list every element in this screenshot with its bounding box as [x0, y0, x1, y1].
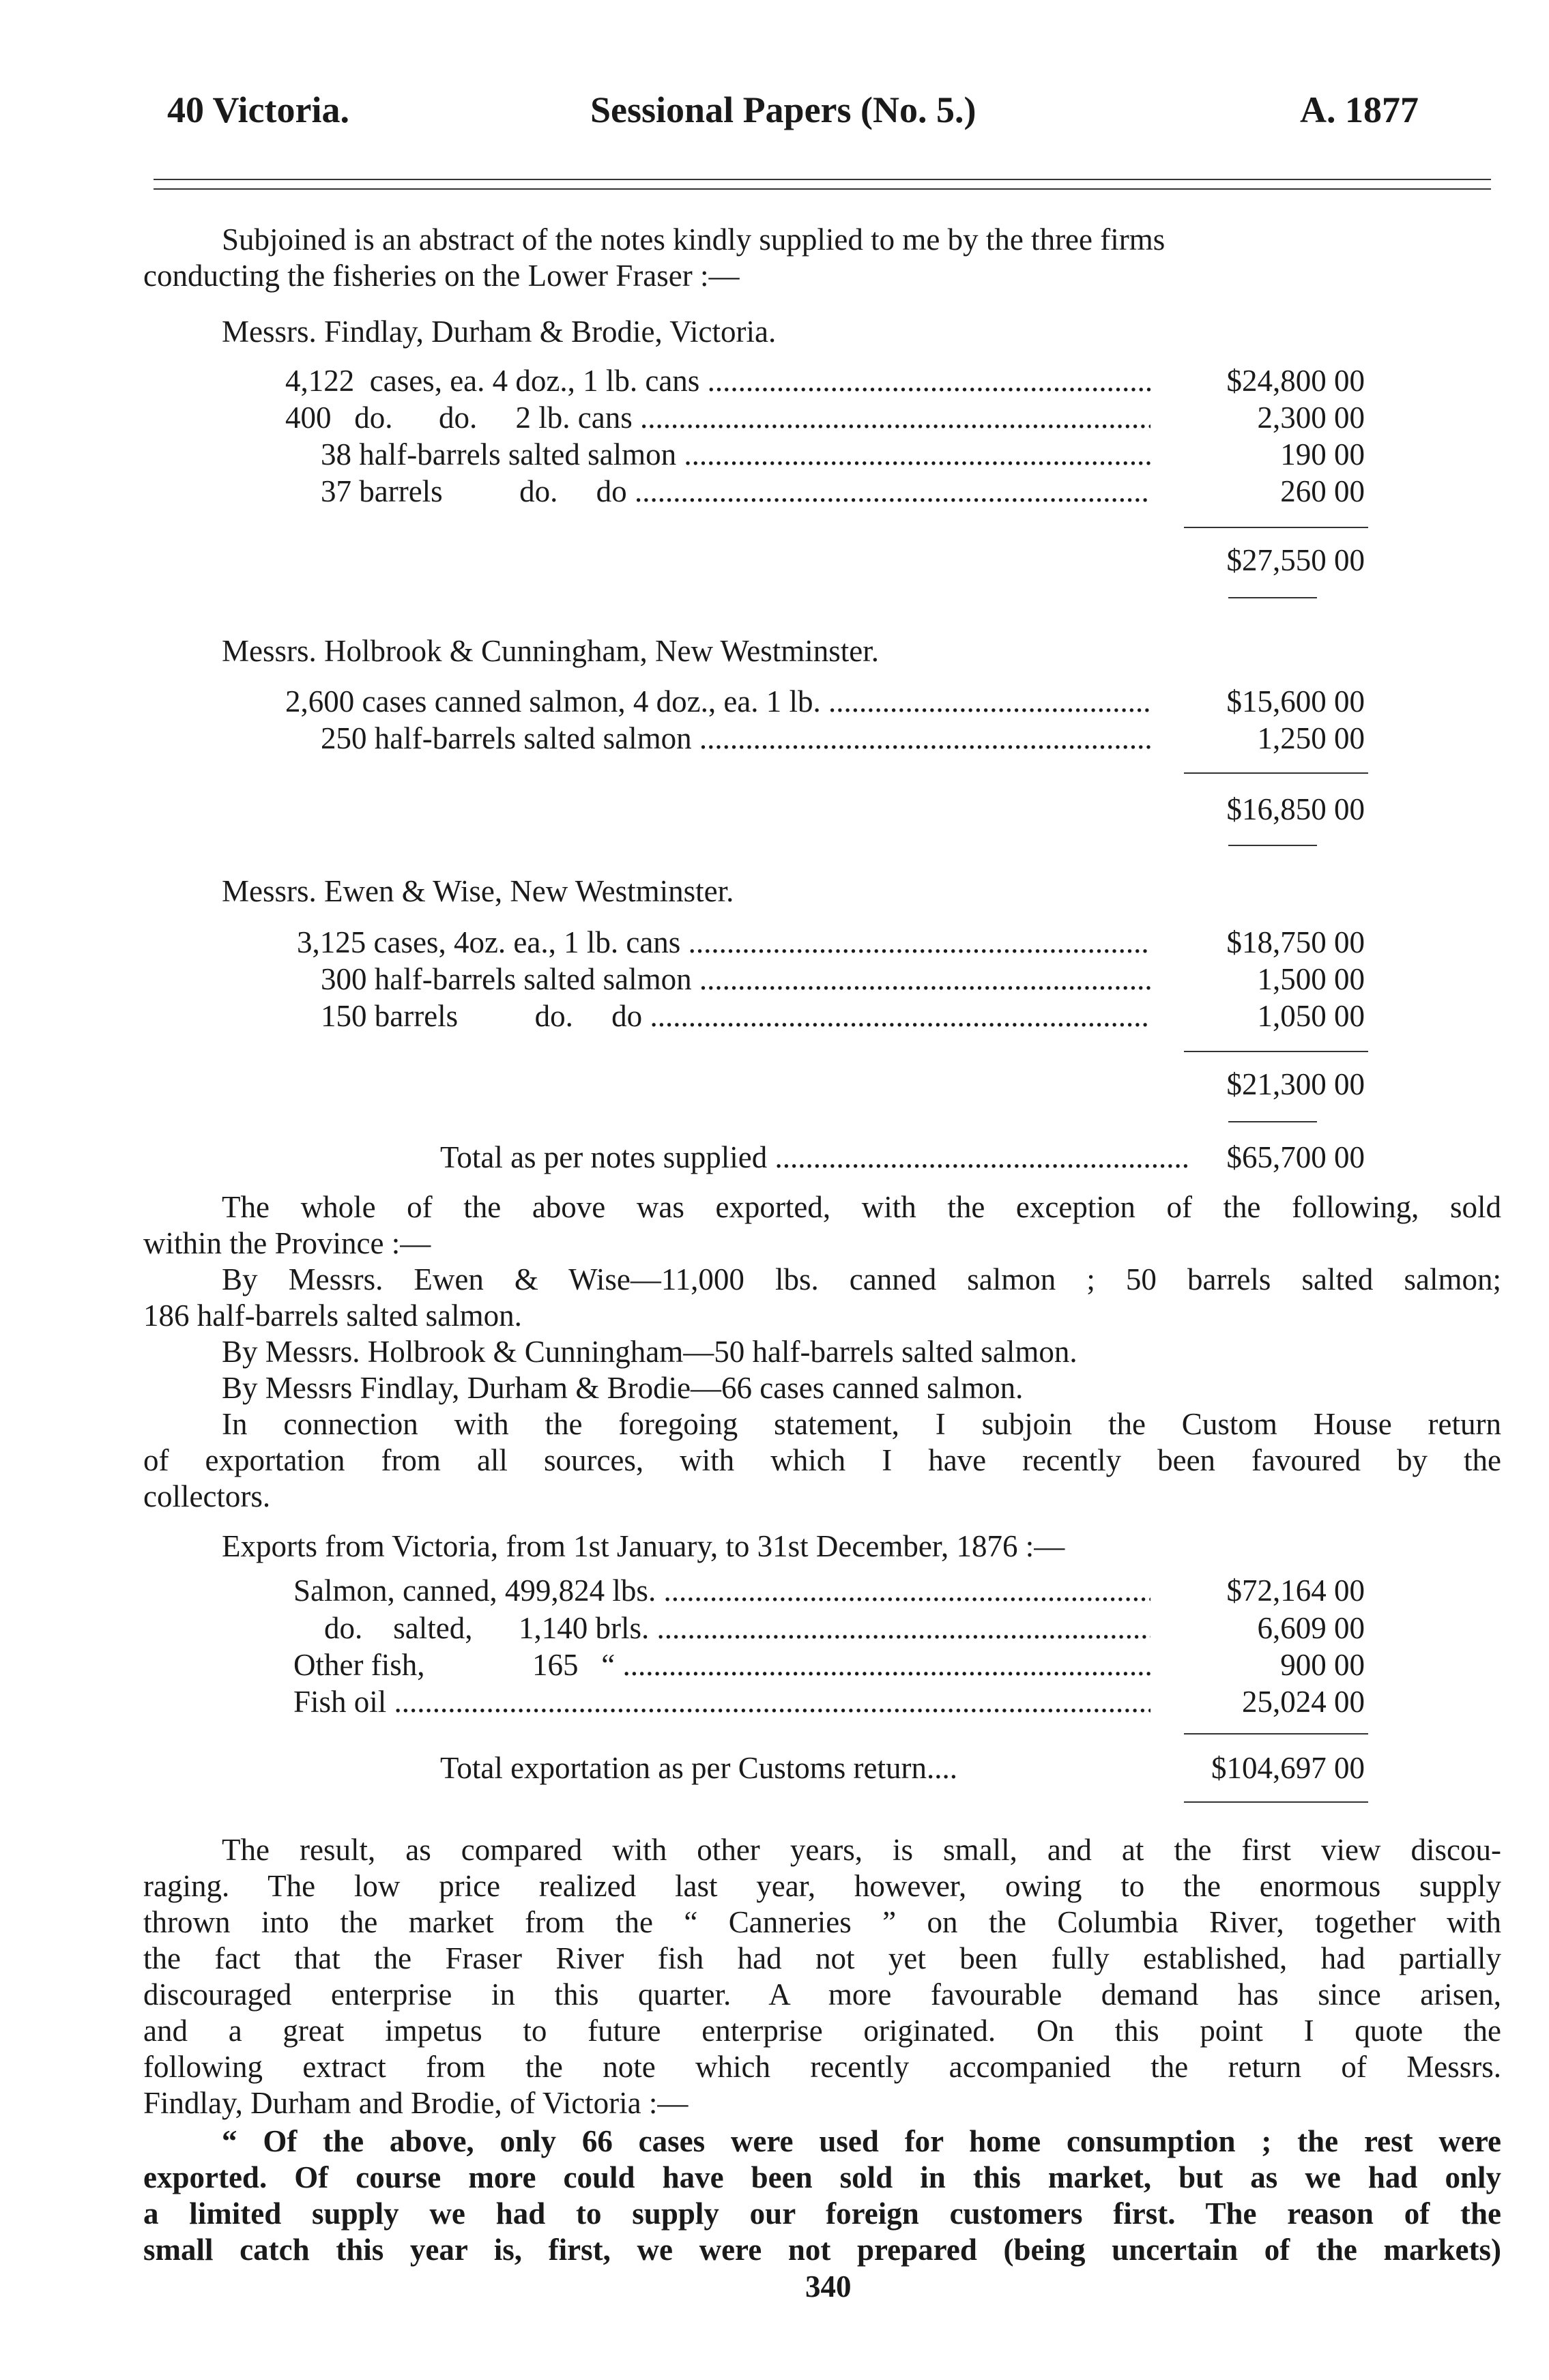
- firm2-close-rule: [1228, 845, 1317, 846]
- result-line-2: raging. The low price realized last year, however, owing to the enormous supply: [143, 1869, 1501, 1903]
- header-rule-bottom: [154, 188, 1491, 190]
- notes-total-label: Total as per notes supplied .....: [440, 1140, 1187, 1175]
- exports-sum-rule: [1184, 1733, 1368, 1735]
- firm3-row-amount: $18,750 00: [1226, 925, 1365, 959]
- exported-line-2: within the Province :—: [143, 1226, 431, 1260]
- exports-row-amount: 25,024 00: [1242, 1685, 1365, 1719]
- firm3-row-amount: 1,500 00: [1257, 962, 1365, 996]
- firm3-name: Messrs. Ewen & Wise, New Westminster.: [222, 874, 734, 908]
- firm1-row-amount: 260 00: [1280, 474, 1365, 508]
- exports-total-label: Total exportation as per Customs return....: [440, 1751, 957, 1785]
- exports-heading: Exports from Victoria, from 1st January, to 31st December, 1876 :—: [222, 1529, 1065, 1563]
- firm1-row-amount: 190 00: [1280, 437, 1365, 471]
- exports-close-rule: [1184, 1801, 1368, 1803]
- firm3-close-rule: [1228, 1121, 1317, 1122]
- firm3-row: 300 half-barrels salted salmon .....: [321, 961, 1150, 997]
- intro-line-2: conducting the fisheries on the Lower Fraser :—: [143, 259, 740, 293]
- firm1-row: 37 barrels do. do .....: [321, 474, 1150, 509]
- exports-row-amount: 900 00: [1280, 1648, 1365, 1682]
- firm2-row: 2,600 cases canned salmon, 4 doz., ea. 1 lb. .....: [285, 684, 1150, 719]
- firm1-row: 4,122 cases, ea. 4 doz., 1 lb. cans .....: [285, 363, 1150, 398]
- result-line-3: thrown into the market from the “ Canneries ” on the Columbia River, together with: [143, 1905, 1501, 1939]
- firm3-row: 3,125 cases, 4oz. ea., 1 lb. cans .....: [297, 925, 1150, 960]
- firm2-row-amount: $15,600 00: [1226, 684, 1365, 719]
- firm2-row: 250 half-barrels salted salmon .....: [321, 721, 1150, 756]
- result-line-6: and a great impetus to future enterprise originated. On this point I quote the: [143, 2014, 1501, 2048]
- firm3-row: 150 barrels do. do .....: [321, 998, 1150, 1034]
- ewen-line-2: 186 half-barrels salted salmon.: [143, 1298, 522, 1333]
- firm1-row-amount: 2,300 00: [1257, 401, 1365, 435]
- exports-row: do. salted, 1,140 brls. .....: [293, 1610, 1150, 1646]
- result-line-4: the fact that the Fraser River fish had not yet been fully established, had partially: [143, 1941, 1501, 1975]
- findlay-line: By Messrs Findlay, Durham & Brodie—66 cases canned salmon.: [222, 1371, 1024, 1405]
- connection-line-2: of exportation from all sources, with which I have recently been favoured by the: [143, 1443, 1501, 1477]
- exports-row: Salmon, canned, 499,824 lbs. .....: [293, 1573, 1150, 1608]
- result-line-5: discouraged enterprise in this quarter. A more favourable demand has since arisen,: [143, 1977, 1501, 2012]
- intro-line-1: Subjoined is an abstract of the notes kindly supplied to me by the three firms: [222, 222, 1166, 257]
- firm3-row-amount: 1,050 00: [1257, 999, 1365, 1033]
- firm1-close-rule: [1228, 597, 1317, 598]
- connection-line-3: collectors.: [143, 1479, 271, 1513]
- exports-row: Fish oil .....: [293, 1684, 1150, 1719]
- quote-line-1: “ Of the above, only 66 cases were used for home consumption ; the rest were: [222, 2124, 1501, 2158]
- result-line-1: The result, as compared with other years, is small, and at the first view discou-: [222, 1833, 1501, 1867]
- page-number: 340: [805, 2269, 852, 2304]
- firm1-sum-rule: [1184, 527, 1368, 528]
- header-title: Sessional Papers (No. 5.): [590, 89, 976, 130]
- ewen-line-1: By Messrs. Ewen & Wise—11,000 lbs. canned salmon ; 50 barrels salted salmon;: [222, 1262, 1501, 1296]
- quote-line-4: small catch this year is, first, we were not prepared (being uncertain of the markets): [143, 2233, 1501, 2267]
- exports-row: Other fish, 165 “ .....: [293, 1647, 1150, 1683]
- connection-line-1: In connection with the foregoing statement, I subjoin the Custom House return: [222, 1407, 1501, 1441]
- exported-line-1: The whole of the above was exported, with the exception of the following, sold: [222, 1190, 1501, 1224]
- firm3-total: $21,300 00: [1226, 1067, 1365, 1101]
- result-line-7: following extract from the note which recently accompanied the return of Messrs.: [143, 2050, 1501, 2084]
- exports-total-amount: $104,697 00: [1211, 1751, 1365, 1785]
- firm1-row-amount: $24,800 00: [1226, 364, 1365, 398]
- quote-line-2: exported. Of course more could have been sold in this market, but as we had only: [143, 2160, 1501, 2194]
- firm1-total: $27,550 00: [1226, 543, 1365, 577]
- exports-row-amount: $72,164 00: [1226, 1573, 1365, 1608]
- header-rule-top: [154, 179, 1491, 180]
- quote-line-3: a limited supply we had to supply our foreign customers first. The reason of the: [143, 2196, 1501, 2231]
- firm1-name: Messrs. Findlay, Durham & Brodie, Victoria.: [222, 315, 777, 349]
- header-volume: 40 Victoria.: [167, 89, 349, 130]
- firm2-name: Messrs. Holbrook & Cunningham, New Westminster.: [222, 634, 879, 668]
- notes-total-amount: $65,700 00: [1226, 1140, 1365, 1174]
- firm1-row: 400 do. do. 2 lb. cans .....: [285, 400, 1150, 435]
- result-line-8: Findlay, Durham and Brodie, of Victoria :—: [143, 2086, 689, 2120]
- firm2-row-amount: 1,250 00: [1257, 721, 1365, 755]
- firm2-sum-rule: [1184, 772, 1368, 774]
- firm2-total: $16,850 00: [1226, 792, 1365, 826]
- firm3-sum-rule: [1184, 1051, 1368, 1052]
- holbrook-line: By Messrs. Holbrook & Cunningham—50 half-barrels salted salmon.: [222, 1335, 1077, 1369]
- header-year: A. 1877: [1300, 89, 1419, 130]
- exports-row-amount: 6,609 00: [1257, 1611, 1365, 1645]
- firm1-row: 38 half-barrels salted salmon .....: [321, 437, 1150, 472]
